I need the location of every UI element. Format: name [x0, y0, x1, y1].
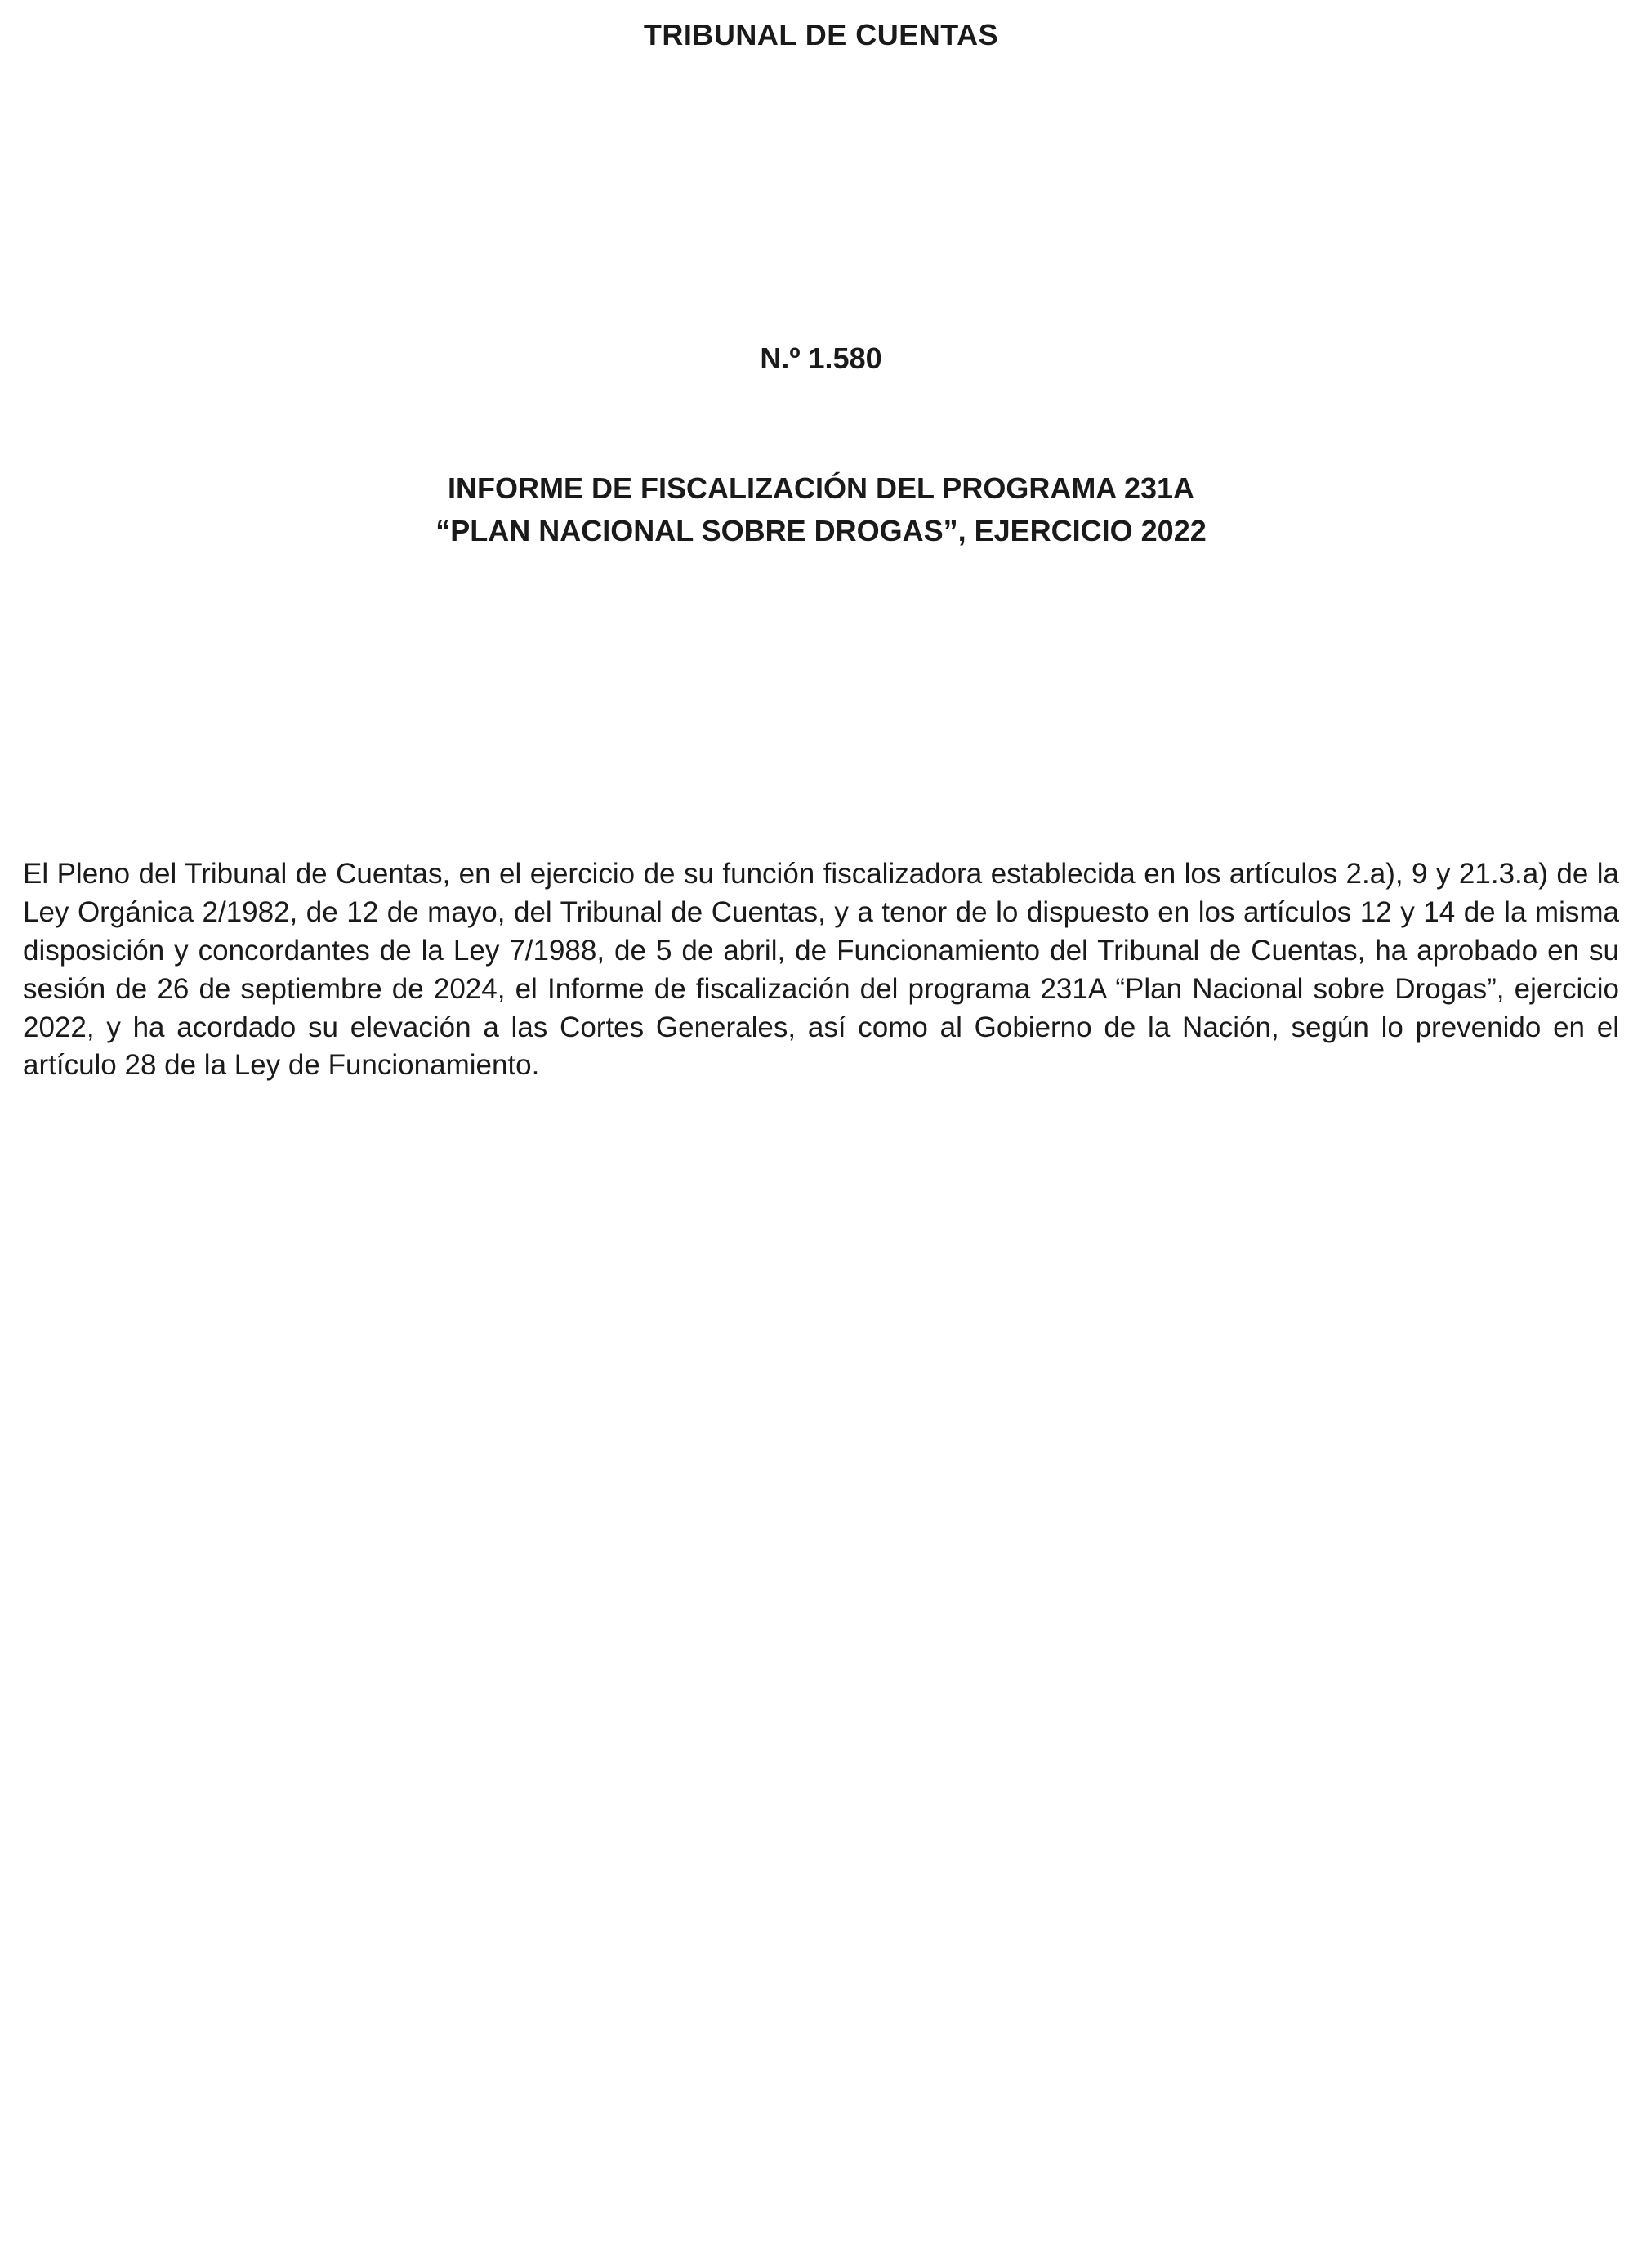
report-number: N.º 1.580 — [760, 342, 882, 375]
document-header: TRIBUNAL DE CUENTAS — [643, 18, 999, 51]
report-title-line-1: INFORME DE FISCALIZACIÓN DEL PROGRAMA 231A — [447, 471, 1195, 505]
report-title-line-2: “PLAN NACIONAL SOBRE DROGAS”, EJERCICIO 2022 — [435, 514, 1207, 548]
approval-paragraph: El Pleno del Tribunal de Cuentas, en el ejercicio de su función fiscalizadora establecida en los artículos 2.a), 9 y 21.3.a) de la Ley Orgánica 2/1982, de 12 de mayo, del Tribunal de Cuentas, y a tenor de lo dispuesto en los artículos 12 y 14 de la misma disposición y concordantes de la Ley 7/1988, de 5 de abril, de Funcionamiento del Tribunal de Cuentas, ha aprobado en su sesión de 26 de septiembre de 2024, el Informe de fiscalización del programa 231A “Plan Nacional sobre Drogas”, ejercicio 2022, y ha acordado su elevación a las Cortes Generales, así como al Gobierno de la Nación, según lo prevenido en el artículo 28 de la Ley de Funcionamiento. — [23, 858, 1619, 1082]
report-title — [0, 467, 1642, 552]
